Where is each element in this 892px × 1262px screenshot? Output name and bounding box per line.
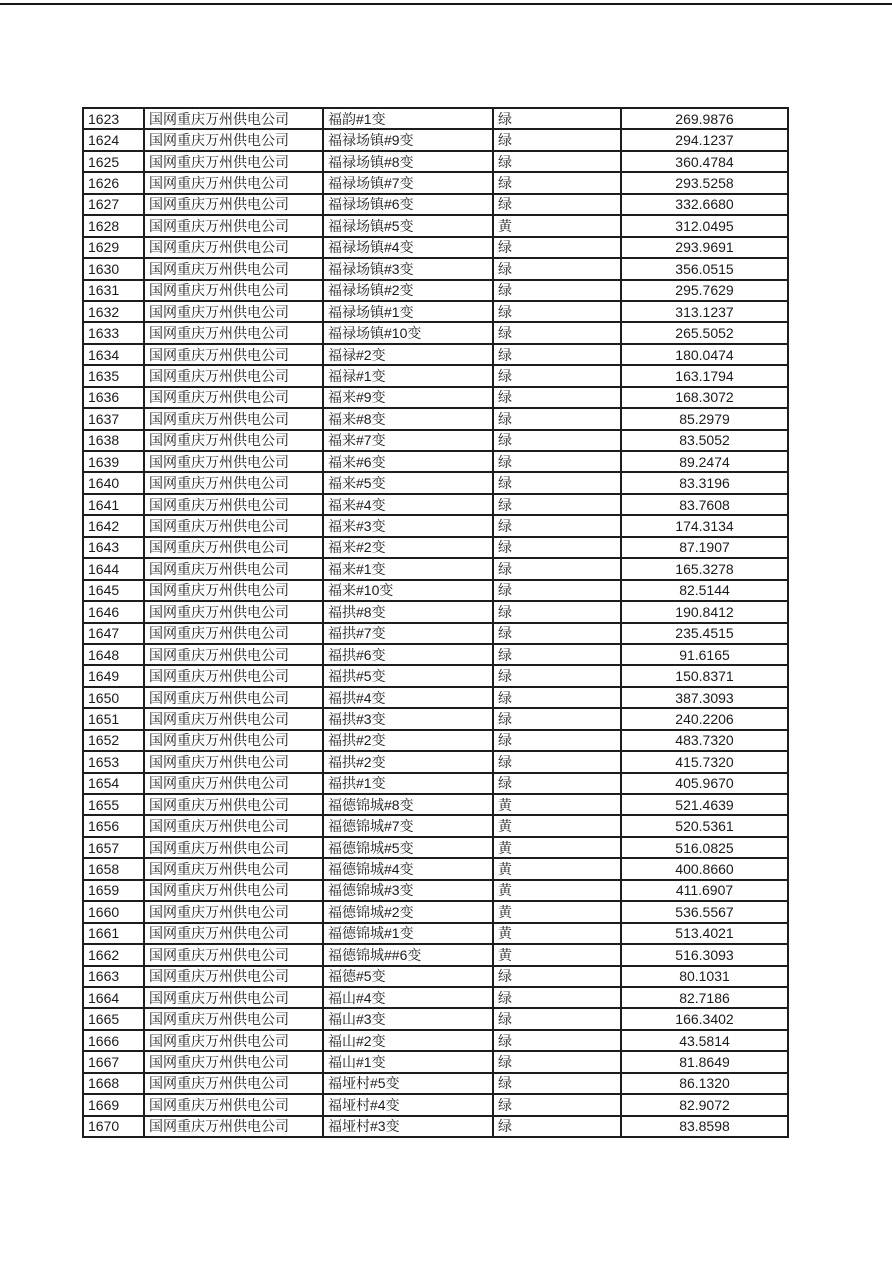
substation-cell: 福禄场镇#2变 xyxy=(323,280,493,301)
status-cell: 绿 xyxy=(493,987,621,1008)
substation-cell: 福拱#4变 xyxy=(323,687,493,708)
row-index-cell: 1636 xyxy=(83,387,144,408)
row-index-cell: 1660 xyxy=(83,901,144,922)
table-row xyxy=(83,858,788,879)
table-body xyxy=(83,108,788,1137)
status-cell: 绿 xyxy=(493,730,621,751)
row-index-cell: 1661 xyxy=(83,923,144,944)
value-cell: 411.6907 xyxy=(621,880,788,901)
row-index-cell: 1662 xyxy=(83,944,144,965)
row-index-cell: 1668 xyxy=(83,1073,144,1094)
table-row xyxy=(83,237,788,258)
status-cell: 绿 xyxy=(493,1073,621,1094)
company-cell: 国网重庆万州供电公司 xyxy=(144,151,323,172)
table-row xyxy=(83,880,788,901)
company-cell: 国网重庆万州供电公司 xyxy=(144,1073,323,1094)
value-cell: 400.8660 xyxy=(621,858,788,879)
value-cell: 86.1320 xyxy=(621,1073,788,1094)
value-cell: 91.6165 xyxy=(621,644,788,665)
table-row xyxy=(83,944,788,965)
substation-cell: 福禄场镇#1变 xyxy=(323,301,493,322)
row-index-cell: 1627 xyxy=(83,194,144,215)
value-cell: 313.1237 xyxy=(621,301,788,322)
value-cell: 85.2979 xyxy=(621,408,788,429)
row-index-cell: 1635 xyxy=(83,365,144,386)
value-cell: 240.2206 xyxy=(621,708,788,729)
row-index-cell: 1642 xyxy=(83,515,144,536)
company-cell: 国网重庆万州供电公司 xyxy=(144,1094,323,1115)
row-index-cell: 1633 xyxy=(83,322,144,343)
value-cell: 520.5361 xyxy=(621,815,788,836)
status-cell: 绿 xyxy=(493,151,621,172)
value-cell: 150.8371 xyxy=(621,665,788,686)
status-cell: 黄 xyxy=(493,901,621,922)
status-cell: 绿 xyxy=(493,108,621,129)
value-cell: 235.4515 xyxy=(621,623,788,644)
status-cell: 绿 xyxy=(493,408,621,429)
substation-cell: 福来#9变 xyxy=(323,387,493,408)
value-cell: 83.5052 xyxy=(621,430,788,451)
value-cell: 83.8598 xyxy=(621,1116,788,1137)
status-cell: 绿 xyxy=(493,687,621,708)
substation-cell: 福禄场镇#4变 xyxy=(323,237,493,258)
value-cell: 516.3093 xyxy=(621,944,788,965)
status-cell: 绿 xyxy=(493,322,621,343)
company-cell: 国网重庆万州供电公司 xyxy=(144,858,323,879)
substation-cell: 福禄场镇#6变 xyxy=(323,194,493,215)
row-index-cell: 1638 xyxy=(83,430,144,451)
substation-cell: 福拱#7变 xyxy=(323,623,493,644)
value-cell: 83.7608 xyxy=(621,494,788,515)
substation-cell: 福山#3变 xyxy=(323,1008,493,1029)
substation-cell: 福禄场镇#5变 xyxy=(323,215,493,236)
value-cell: 521.4639 xyxy=(621,794,788,815)
row-index-cell: 1665 xyxy=(83,1008,144,1029)
value-cell: 81.8649 xyxy=(621,1051,788,1072)
value-cell: 516.0825 xyxy=(621,837,788,858)
company-cell: 国网重庆万州供电公司 xyxy=(144,280,323,301)
substation-cell: 福山#2变 xyxy=(323,1030,493,1051)
company-cell: 国网重庆万州供电公司 xyxy=(144,901,323,922)
value-cell: 536.5567 xyxy=(621,901,788,922)
table-row xyxy=(83,558,788,579)
value-cell: 43.5814 xyxy=(621,1030,788,1051)
row-index-cell: 1646 xyxy=(83,601,144,622)
company-cell: 国网重庆万州供电公司 xyxy=(144,687,323,708)
value-cell: 295.7629 xyxy=(621,280,788,301)
company-cell: 国网重庆万州供电公司 xyxy=(144,172,323,193)
status-cell: 绿 xyxy=(493,644,621,665)
company-cell: 国网重庆万州供电公司 xyxy=(144,322,323,343)
row-index-cell: 1640 xyxy=(83,472,144,493)
table-row xyxy=(83,537,788,558)
table-row xyxy=(83,708,788,729)
table-row xyxy=(83,1073,788,1094)
status-cell: 黄 xyxy=(493,837,621,858)
company-cell: 国网重庆万州供电公司 xyxy=(144,215,323,236)
substation-cell: 福禄#2变 xyxy=(323,344,493,365)
row-index-cell: 1659 xyxy=(83,880,144,901)
status-cell: 绿 xyxy=(493,129,621,150)
company-cell: 国网重庆万州供电公司 xyxy=(144,623,323,644)
company-cell: 国网重庆万州供电公司 xyxy=(144,644,323,665)
company-cell: 国网重庆万州供电公司 xyxy=(144,987,323,1008)
table-row xyxy=(83,515,788,536)
table-row xyxy=(83,837,788,858)
table-row xyxy=(83,1030,788,1051)
substation-cell: 福德锦城#2变 xyxy=(323,901,493,922)
table-row xyxy=(83,687,788,708)
row-index-cell: 1670 xyxy=(83,1116,144,1137)
table-row xyxy=(83,430,788,451)
company-cell: 国网重庆万州供电公司 xyxy=(144,301,323,322)
status-cell: 黄 xyxy=(493,815,621,836)
table-row xyxy=(83,644,788,665)
substation-cell: 福德锦城#3变 xyxy=(323,880,493,901)
value-cell: 174.3134 xyxy=(621,515,788,536)
value-cell: 82.9072 xyxy=(621,1094,788,1115)
status-cell: 黄 xyxy=(493,923,621,944)
status-cell: 绿 xyxy=(493,558,621,579)
row-index-cell: 1628 xyxy=(83,215,144,236)
row-index-cell: 1658 xyxy=(83,858,144,879)
substation-cell: 福禄场镇#3变 xyxy=(323,258,493,279)
table-row xyxy=(83,987,788,1008)
row-index-cell: 1632 xyxy=(83,301,144,322)
company-cell: 国网重庆万州供电公司 xyxy=(144,580,323,601)
company-cell: 国网重庆万州供电公司 xyxy=(144,537,323,558)
value-cell: 312.0495 xyxy=(621,215,788,236)
status-cell: 绿 xyxy=(493,472,621,493)
substation-table xyxy=(82,107,789,1138)
status-cell: 绿 xyxy=(493,515,621,536)
substation-cell: 福来#7变 xyxy=(323,430,493,451)
value-cell: 294.1237 xyxy=(621,129,788,150)
company-cell: 国网重庆万州供电公司 xyxy=(144,708,323,729)
substation-cell: 福垭村#3变 xyxy=(323,1116,493,1137)
status-cell: 绿 xyxy=(493,494,621,515)
row-index-cell: 1649 xyxy=(83,665,144,686)
substation-cell: 福德锦城#1变 xyxy=(323,923,493,944)
company-cell: 国网重庆万州供电公司 xyxy=(144,258,323,279)
value-cell: 190.8412 xyxy=(621,601,788,622)
row-index-cell: 1655 xyxy=(83,794,144,815)
company-cell: 国网重庆万州供电公司 xyxy=(144,129,323,150)
company-cell: 国网重庆万州供电公司 xyxy=(144,365,323,386)
substation-cell: 福拱#1变 xyxy=(323,773,493,794)
table-row xyxy=(83,258,788,279)
value-cell: 356.0515 xyxy=(621,258,788,279)
row-index-cell: 1656 xyxy=(83,815,144,836)
substation-cell: 福来#8变 xyxy=(323,408,493,429)
row-index-cell: 1634 xyxy=(83,344,144,365)
table-row xyxy=(83,108,788,129)
row-index-cell: 1663 xyxy=(83,966,144,987)
status-cell: 绿 xyxy=(493,751,621,772)
value-cell: 82.7186 xyxy=(621,987,788,1008)
value-cell: 168.3072 xyxy=(621,387,788,408)
company-cell: 国网重庆万州供电公司 xyxy=(144,387,323,408)
table-row xyxy=(83,601,788,622)
substation-cell: 福拱#6变 xyxy=(323,644,493,665)
value-cell: 513.4021 xyxy=(621,923,788,944)
status-cell: 绿 xyxy=(493,344,621,365)
substation-cell: 福禄场镇#9变 xyxy=(323,129,493,150)
substation-cell: 福来#10变 xyxy=(323,580,493,601)
table-row xyxy=(83,344,788,365)
company-cell: 国网重庆万州供电公司 xyxy=(144,451,323,472)
status-cell: 绿 xyxy=(493,1116,621,1137)
value-cell: 89.2474 xyxy=(621,451,788,472)
substation-cell: 福来#5变 xyxy=(323,472,493,493)
value-cell: 293.9691 xyxy=(621,237,788,258)
substation-cell: 福韵#1变 xyxy=(323,108,493,129)
table-row xyxy=(83,215,788,236)
status-cell: 绿 xyxy=(493,623,621,644)
row-index-cell: 1631 xyxy=(83,280,144,301)
row-index-cell: 1652 xyxy=(83,730,144,751)
company-cell: 国网重庆万州供电公司 xyxy=(144,108,323,129)
value-cell: 332.6680 xyxy=(621,194,788,215)
substation-cell: 福垭村#5变 xyxy=(323,1073,493,1094)
table-row xyxy=(83,129,788,150)
status-cell: 绿 xyxy=(493,966,621,987)
table-row xyxy=(83,665,788,686)
table-row xyxy=(83,472,788,493)
row-index-cell: 1637 xyxy=(83,408,144,429)
company-cell: 国网重庆万州供电公司 xyxy=(144,408,323,429)
row-index-cell: 1630 xyxy=(83,258,144,279)
company-cell: 国网重庆万州供电公司 xyxy=(144,923,323,944)
company-cell: 国网重庆万州供电公司 xyxy=(144,837,323,858)
table-container xyxy=(82,107,789,1138)
value-cell: 265.5052 xyxy=(621,322,788,343)
status-cell: 绿 xyxy=(493,580,621,601)
substation-cell: 福来#1变 xyxy=(323,558,493,579)
row-index-cell: 1641 xyxy=(83,494,144,515)
table-row xyxy=(83,387,788,408)
substation-cell: 福德锦城#4变 xyxy=(323,858,493,879)
table-row xyxy=(83,322,788,343)
table-row xyxy=(83,923,788,944)
company-cell: 国网重庆万州供电公司 xyxy=(144,472,323,493)
substation-cell: 福拱#2变 xyxy=(323,730,493,751)
row-index-cell: 1650 xyxy=(83,687,144,708)
company-cell: 国网重庆万州供电公司 xyxy=(144,344,323,365)
substation-cell: 福禄场镇#7变 xyxy=(323,172,493,193)
row-index-cell: 1624 xyxy=(83,129,144,150)
substation-cell: 福拱#2变 xyxy=(323,751,493,772)
status-cell: 绿 xyxy=(493,537,621,558)
substation-cell: 福禄场镇#8变 xyxy=(323,151,493,172)
status-cell: 绿 xyxy=(493,194,621,215)
company-cell: 国网重庆万州供电公司 xyxy=(144,194,323,215)
status-cell: 绿 xyxy=(493,365,621,386)
value-cell: 82.5144 xyxy=(621,580,788,601)
row-index-cell: 1647 xyxy=(83,623,144,644)
company-cell: 国网重庆万州供电公司 xyxy=(144,1008,323,1029)
table-row xyxy=(83,751,788,772)
company-cell: 国网重庆万州供电公司 xyxy=(144,1116,323,1137)
status-cell: 绿 xyxy=(493,665,621,686)
value-cell: 180.0474 xyxy=(621,344,788,365)
company-cell: 国网重庆万州供电公司 xyxy=(144,773,323,794)
status-cell: 绿 xyxy=(493,451,621,472)
table-row xyxy=(83,408,788,429)
table-row xyxy=(83,280,788,301)
row-index-cell: 1653 xyxy=(83,751,144,772)
status-cell: 绿 xyxy=(493,708,621,729)
company-cell: 国网重庆万州供电公司 xyxy=(144,665,323,686)
value-cell: 83.3196 xyxy=(621,472,788,493)
company-cell: 国网重庆万州供电公司 xyxy=(144,751,323,772)
row-index-cell: 1629 xyxy=(83,237,144,258)
table-row xyxy=(83,815,788,836)
substation-cell: 福来#4变 xyxy=(323,494,493,515)
substation-cell: 福德锦城##6变 xyxy=(323,944,493,965)
page-top-rule xyxy=(0,3,892,5)
status-cell: 绿 xyxy=(493,387,621,408)
status-cell: 绿 xyxy=(493,773,621,794)
status-cell: 绿 xyxy=(493,1051,621,1072)
table-row xyxy=(83,794,788,815)
value-cell: 166.3402 xyxy=(621,1008,788,1029)
substation-cell: 福禄场镇#10变 xyxy=(323,322,493,343)
substation-cell: 福禄#1变 xyxy=(323,365,493,386)
value-cell: 80.1031 xyxy=(621,966,788,987)
table-row xyxy=(83,1116,788,1137)
substation-cell: 福拱#3变 xyxy=(323,708,493,729)
value-cell: 163.1794 xyxy=(621,365,788,386)
status-cell: 黄 xyxy=(493,858,621,879)
row-index-cell: 1664 xyxy=(83,987,144,1008)
table-row xyxy=(83,1094,788,1115)
substation-cell: 福山#1变 xyxy=(323,1051,493,1072)
status-cell: 绿 xyxy=(493,430,621,451)
table-row xyxy=(83,172,788,193)
table-row xyxy=(83,730,788,751)
table-row xyxy=(83,365,788,386)
substation-cell: 福来#3变 xyxy=(323,515,493,536)
company-cell: 国网重庆万州供电公司 xyxy=(144,601,323,622)
company-cell: 国网重庆万州供电公司 xyxy=(144,880,323,901)
row-index-cell: 1644 xyxy=(83,558,144,579)
row-index-cell: 1666 xyxy=(83,1030,144,1051)
company-cell: 国网重庆万州供电公司 xyxy=(144,515,323,536)
company-cell: 国网重庆万州供电公司 xyxy=(144,1030,323,1051)
substation-cell: 福山#4变 xyxy=(323,987,493,1008)
company-cell: 国网重庆万州供电公司 xyxy=(144,794,323,815)
status-cell: 黄 xyxy=(493,880,621,901)
substation-cell: 福德#5变 xyxy=(323,966,493,987)
table-row xyxy=(83,451,788,472)
row-index-cell: 1669 xyxy=(83,1094,144,1115)
company-cell: 国网重庆万州供电公司 xyxy=(144,730,323,751)
status-cell: 绿 xyxy=(493,280,621,301)
company-cell: 国网重庆万州供电公司 xyxy=(144,430,323,451)
value-cell: 293.5258 xyxy=(621,172,788,193)
substation-cell: 福垭村#4变 xyxy=(323,1094,493,1115)
substation-cell: 福来#2变 xyxy=(323,537,493,558)
company-cell: 国网重庆万州供电公司 xyxy=(144,1051,323,1072)
row-index-cell: 1648 xyxy=(83,644,144,665)
company-cell: 国网重庆万州供电公司 xyxy=(144,815,323,836)
value-cell: 405.9670 xyxy=(621,773,788,794)
status-cell: 绿 xyxy=(493,237,621,258)
status-cell: 绿 xyxy=(493,1008,621,1029)
table-row xyxy=(83,494,788,515)
substation-cell: 福德锦城#7变 xyxy=(323,815,493,836)
substation-cell: 福德锦城#5变 xyxy=(323,837,493,858)
row-index-cell: 1639 xyxy=(83,451,144,472)
row-index-cell: 1643 xyxy=(83,537,144,558)
status-cell: 黄 xyxy=(493,944,621,965)
row-index-cell: 1623 xyxy=(83,108,144,129)
company-cell: 国网重庆万州供电公司 xyxy=(144,966,323,987)
status-cell: 黄 xyxy=(493,794,621,815)
value-cell: 483.7320 xyxy=(621,730,788,751)
table-row xyxy=(83,301,788,322)
status-cell: 黄 xyxy=(493,215,621,236)
status-cell: 绿 xyxy=(493,172,621,193)
row-index-cell: 1645 xyxy=(83,580,144,601)
value-cell: 415.7320 xyxy=(621,751,788,772)
row-index-cell: 1657 xyxy=(83,837,144,858)
table-row xyxy=(83,1051,788,1072)
substation-cell: 福来#6变 xyxy=(323,451,493,472)
substation-cell: 福拱#8变 xyxy=(323,601,493,622)
row-index-cell: 1654 xyxy=(83,773,144,794)
row-index-cell: 1626 xyxy=(83,172,144,193)
substation-cell: 福德锦城#8变 xyxy=(323,794,493,815)
status-cell: 绿 xyxy=(493,601,621,622)
company-cell: 国网重庆万州供电公司 xyxy=(144,558,323,579)
row-index-cell: 1625 xyxy=(83,151,144,172)
table-row xyxy=(83,773,788,794)
row-index-cell: 1651 xyxy=(83,708,144,729)
value-cell: 269.9876 xyxy=(621,108,788,129)
substation-cell: 福拱#5变 xyxy=(323,665,493,686)
status-cell: 绿 xyxy=(493,258,621,279)
row-index-cell: 1667 xyxy=(83,1051,144,1072)
table-row xyxy=(83,966,788,987)
company-cell: 国网重庆万州供电公司 xyxy=(144,237,323,258)
table-row xyxy=(83,151,788,172)
value-cell: 387.3093 xyxy=(621,687,788,708)
table-row xyxy=(83,623,788,644)
status-cell: 绿 xyxy=(493,301,621,322)
company-cell: 国网重庆万州供电公司 xyxy=(144,944,323,965)
value-cell: 165.3278 xyxy=(621,558,788,579)
table-row xyxy=(83,1008,788,1029)
value-cell: 360.4784 xyxy=(621,151,788,172)
table-row xyxy=(83,901,788,922)
table-row xyxy=(83,580,788,601)
value-cell: 87.1907 xyxy=(621,537,788,558)
status-cell: 绿 xyxy=(493,1094,621,1115)
company-cell: 国网重庆万州供电公司 xyxy=(144,494,323,515)
table-row xyxy=(83,194,788,215)
status-cell: 绿 xyxy=(493,1030,621,1051)
